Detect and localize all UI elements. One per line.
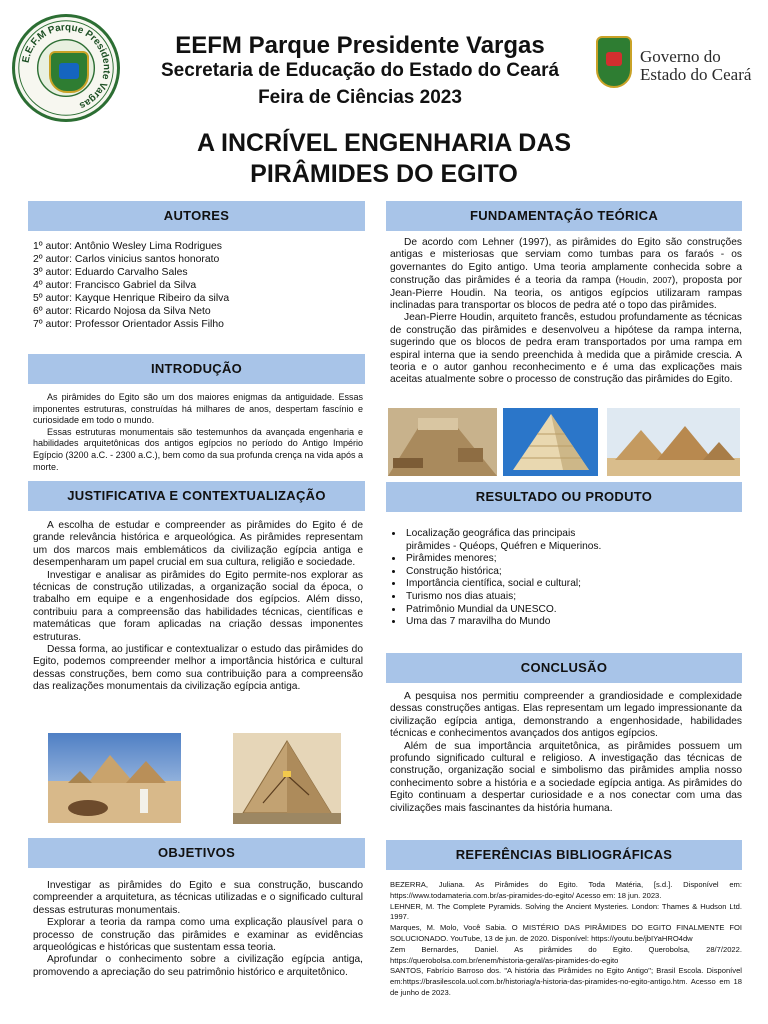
resultado-heading: RESULTADO OU PRODUTO (386, 482, 742, 512)
author-item: 3º autor: Eduardo Carvalho Sales (33, 267, 188, 278)
gov-line-2: Estado do Ceará (640, 65, 752, 84)
resultado-item: • Pirâmides menores; (404, 553, 614, 566)
fundamentacao-paragraph-1 (390, 237, 742, 312)
pyramid-interior-diagram (233, 733, 341, 824)
title-line-1: A INCRÍVEL ENGENHARIA DAS (196, 129, 572, 157)
resultado-item: • Localização geográfica das principais pirâmides - Quéops, Quéfren e Miquerinos. (404, 528, 614, 553)
government-logo-text (640, 48, 751, 84)
government-emblem-icon (596, 36, 632, 88)
author-item: 6º autor: Ricardo Nojosa da Silva Neto (33, 306, 211, 317)
conclusao-paragraph-2: Além de sua importância arquitetônica, as pirâmides possuem um profundo significado cultural e religioso. A investigação das técnicas de construção, organização social e simbolismo das pirâmides amplia nosso conhecimento sobre a história e a sociedade egípcia antiga. As pirâmides do Egito continuam a despertar curiosidade e a nos conectar com uma das civilizações mais fascinantes da história humana. (390, 740, 742, 814)
gov-line-1: Governo do (640, 47, 721, 66)
justificativa-paragraph-1: A escolha de estudar e compreender as pirâmides do Egito é de grande relevância histórica e arqueológica. As pirâmides representam um dos marcos mais emblemáticos da civilização egípcia antiga e desempenharam um papel crucial em sua cultura, religião e sociedade. (33, 520, 363, 569)
conclusao-paragraph-1: A pesquisa nos permitiu compreender a grandiosidade e complexidade dessas construções antigas. Elas representam um legado impressionante da civilização egípcia antiga, demonstrando a engenhosidade, habilidades técnicas e conhecimentos avançados dos antigos egípcios. (390, 691, 742, 740)
objetivos-paragraph-1: Investigar as pirâmides do Egito e sua construção, buscando compreender a arquitetura, as técnicas utilizadas e o significado cultural dessas estruturas monumentais. (33, 880, 363, 916)
justificativa-heading: JUSTIFICATIVA E CONTEXTUALIZAÇÃO (28, 481, 365, 511)
fundamentacao-citation: Houdin, 2007 (618, 275, 672, 286)
fundamentacao-heading: FUNDAMENTAÇÃO TEÓRICA (386, 201, 742, 231)
justificativa-paragraph-2: Investigar e analisar as pirâmides do Egito permite-nos explorar as técnicas de construção utilizadas, a organização social da época, o trabalho em equipe e a engenhosidade dos egípcios. Além disso, contribuiu para a compreensão das habilidades técnicas, científicas e matemáticas que foram aplicadas na criação dessas imponentes estruturas. (33, 569, 363, 643)
resultado-item: • Construção histórica; (404, 566, 614, 579)
author-item: 5º autor: Kayque Henrique Ribeiro da silva (33, 293, 230, 304)
objetivos-paragraph-2: Explorar a teoria da rampa como uma explicação plausível para o processo de construção das pirâmides e examinar as evidências arqueológicas e históricas que sustentam essa teoria. (33, 917, 363, 954)
referencias-heading: REFERÊNCIAS BIBLIOGRÁFICAS (386, 840, 742, 870)
school-seal (12, 14, 120, 122)
reference-item: BEZERRA, Juliana. As Pirâmides do Egito. Toda Matéria, [s.d.]. Disponível em: https://www.todamateria.com.br/as-piramides-do-egito/ Acesso em: 18 jun. 2023. (390, 880, 742, 900)
objetivos-heading: OBJETIVOS (28, 838, 365, 868)
fundamentacao-p1a: De acordo com Lehner (1997), as pirâmides do Egito são construções antigas e misteriosas que serviam como tumbas para os faraós - os governantes do Egito antigo. Uma teoria amplamente conhecida sobre a construção das pirâmides é a teoria da rampa ( (390, 237, 742, 287)
secretaria-name: Secretaria de Educação do Estado do Ceará (160, 60, 560, 81)
seal-text: E.E.F.M Parque Presidente Vargas (20, 22, 112, 111)
reference-item: Zem Bernardes, Daniel. As pirâmides do Egito. Querobolsa, 28/7/2022. https://querobolsa.com.br/enem/historia-geral/as-piramides-do-egito (390, 944, 742, 965)
seal-shield-icon (49, 51, 89, 93)
autores-heading: AUTORES (28, 201, 365, 231)
author-item: 4º autor: Francisco Gabriel da Silva (33, 280, 197, 291)
reference-item: Marques, M. Molo, Você Sabia. O MISTÉRIO DAS PIRÂMIDES DO EGITO FINALMENTE FOI SOLUCIONADO. YouTube, 13 de jun. de 2020. Disponível: https://youtu.be/jbIYaHRO4dw (390, 923, 742, 943)
resultado-item: • Turismo nos dias atuais; (404, 591, 614, 604)
introducao-heading: INTRODUÇÃO (28, 354, 365, 384)
justificativa-text (33, 520, 363, 694)
giza-pyramids-photo (607, 408, 740, 476)
introducao-paragraph-2: Essas estruturas monumentais são testemunhos da avançada engenharia e habilidades arquitetônicas dos antigos egípcios no período do Antigo Império Egípcio (3200 a.C. - 2300 a.C.), bem como da sua profunda crença na vida após a morte. (33, 426, 363, 472)
objetivos-text (33, 880, 363, 979)
fundamentacao-text (390, 237, 742, 387)
resultado-item: • Patrimônio Mundial da UNESCO. (404, 604, 614, 617)
school-name: EEFM Parque Presidente Vargas (175, 32, 545, 59)
author-item: 2º autor: Carlos vinicius santos honorato (33, 254, 220, 265)
conclusao-text (390, 691, 742, 815)
conclusao-heading: CONCLUSÃO (386, 653, 742, 683)
authors-list (33, 240, 363, 331)
fundamentacao-paragraph-2: Jean-Pierre Houdin, arquiteto francês, estudou profundamente as técnicas de construção das pirâmides e desenvolveu a hipótese da rampa interna, sugerindo que os blocos de pedra eram transportados por uma rampa em espiral interna que ia sendo preenchida à medida que a pirâmide crescia. A teoria e o autor ganhou reconhecimento e é uma das explicações mais aceitas atualmente sobre o processo de construção das pirâmides do Egito. (390, 312, 742, 386)
objetivos-paragraph-3: Aprofundar o conhecimento sobre a civilização egípcia antiga, promovendo a apreciação do seu patrimônio histórico e arquitetônico. (33, 954, 363, 978)
introducao-paragraph-1: As pirâmides do Egito são um dos maiores enigmas da antiguidade. Essas imponentes estruturas, construídas há milhares de anos, despertam fascínio e curiosidade em todo o mundo. (33, 392, 363, 426)
author-item: 1º autor: Antônio Wesley Lima Rodrigues (33, 241, 223, 252)
pyramid-construction-photo (388, 408, 497, 476)
referencias-list (390, 880, 742, 999)
feira-name: Feira de Ciências 2023 (258, 87, 462, 108)
resultado-item: • Importância científica, social e cultural; (404, 578, 614, 591)
introducao-text (33, 392, 363, 473)
fundamentacao-p1b: ), proposta por Jean-Pierre Houdin. Na teoria, os antigos egípcios utilizaram rampas inclinadas para transportar os blocos de pedra até o topo das pirâmides. (390, 275, 742, 312)
resultado-item: • Uma das 7 maravilha do Mundo (404, 616, 614, 629)
justificativa-paragraph-3: Dessa forma, ao justificar e contextualizar o estudo das pirâmides do Egito, podemos compreender melhor a importância histórica e cultural dessas construções, bem como sua contribuição para a compreensão das realizações monumentais da civilização egípcia antiga. (33, 644, 363, 693)
reference-item: SANTOS, Fabrício Barroso dos. "A história das Pirâmides no Egito Antigo"; Brasil Escola. Disponível em:https://brasilescola.uol.com.br/historiag/a-historia-das-piramides-no-egito-antigo.htm. Acesso em 18 de junho de 2023. (390, 966, 742, 997)
resultado-list (390, 528, 614, 629)
reference-item: LEHNER, M. The Complete Pyramids. Solving the Ancient Mysteries. London: Thames & Hudson Ltd. 1997. (390, 901, 742, 922)
author-item: 7º autor: Professor Orientador Assis Filho (33, 319, 224, 330)
pyramid-3d-render (503, 408, 598, 476)
poster-title (100, 128, 668, 190)
title-line-2: PIRÂMIDES DO EGITO (250, 160, 518, 188)
pyramids-camel-photo (48, 733, 181, 823)
